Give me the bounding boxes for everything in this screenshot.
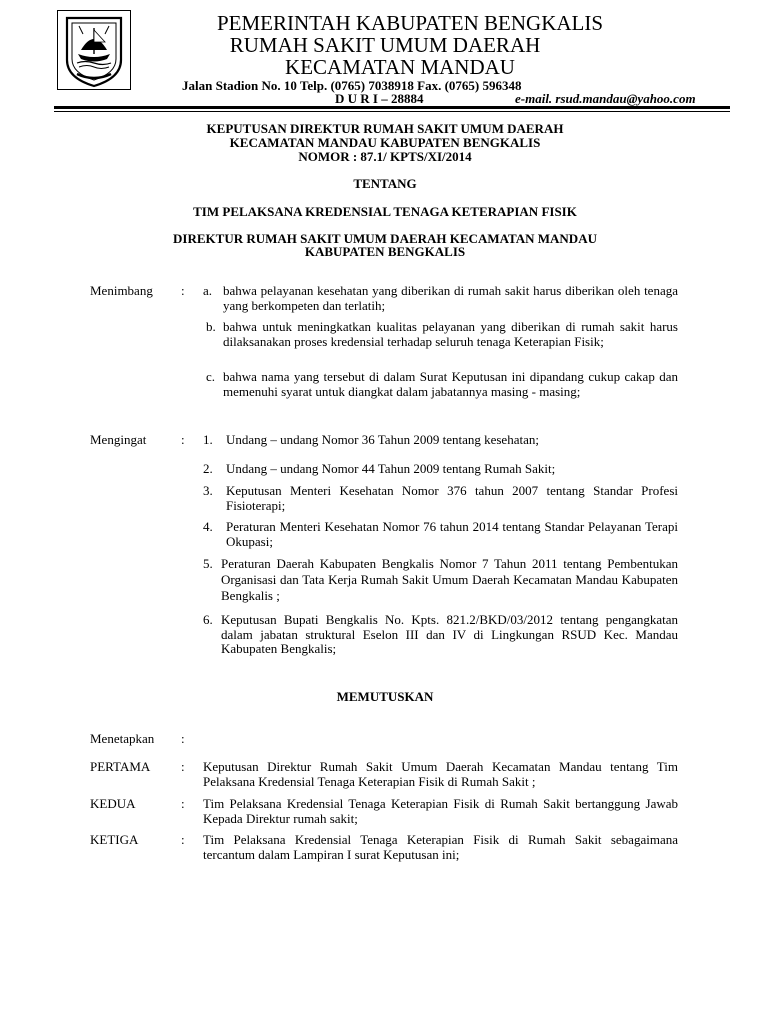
letterhead-email: e-mail. rsud.mandau@yahoo.com <box>515 91 696 106</box>
list-item-text: Peraturan Menteri Kesehatan Nomor 76 tahun 2014 tentang Standar Pelayanan Terapi Okupasi; <box>226 519 678 549</box>
list-marker: 5. <box>203 556 213 571</box>
list-marker: 3. <box>203 483 213 498</box>
ketiga-label: KETIGA <box>90 832 139 847</box>
mengingat-item <box>203 462 678 478</box>
pertama-colon: : <box>181 759 185 774</box>
pertama-text: Keputusan Direktur Rumah Sakit Umum Daerah Kecamatan Mandau tentang Tim Pelaksana Kredensial Tenaga Keterapian Fisik di Rumah Sakit ; <box>203 759 678 789</box>
mengingat-label: Mengingat <box>90 432 147 447</box>
kedua-text: Tim Pelaksana Kredensial Tenaga Keterapian Fisik di Rumah Sakit bertanggung Jawab Kepada Direktur rumah sakit; <box>203 796 678 826</box>
list-item-text: Keputusan Bupati Bengkalis No. Kpts. 821.2/BKD/03/2012 tentang pengangkatan dalam jabatan struktural Eselon III dan IV di Lingkungan RSUD Kec. Mandau Kabupaten Bengkalis; <box>221 612 678 656</box>
memutuskan-heading: MEMUTUSKAN <box>336 689 434 704</box>
ketiga-text: Tim Pelaksana Kredensial Tenaga Keterapian Fisik di Rumah Sakit sebagaimana tercantum dalam Lampiran I surat Keputusan ini; <box>203 832 678 862</box>
ketiga-colon: : <box>181 832 185 847</box>
letterhead-district: KECAMATAN MANDAU <box>285 55 515 79</box>
list-item-text: Undang – undang Nomor 44 Tahun 2009 tentang Rumah Sakit; <box>226 461 556 476</box>
list-item-text: Undang – undang Nomor 36 Tahun 2009 tentang kesehatan; <box>226 432 539 447</box>
letterhead-hospital: RUMAH SAKIT UMUM DAERAH <box>229 33 541 57</box>
list-marker: 2. <box>203 461 213 476</box>
menimbang-label: Menimbang <box>90 283 153 298</box>
mengingat-item <box>203 556 678 602</box>
menetapkan-label: Menetapkan <box>90 731 155 746</box>
menetapkan-colon: : <box>181 731 185 746</box>
list-marker: 1. <box>203 432 213 447</box>
mengingat-item <box>203 613 678 657</box>
mengingat-item <box>203 520 678 550</box>
list-marker: c. <box>206 369 216 384</box>
mengingat-colon: : <box>181 432 185 447</box>
letterhead-address: Jalan Stadion No. 10 Telp. (0765) 7038918 Fax. (0765) 596348 <box>182 78 522 93</box>
menimbang-item <box>203 370 678 414</box>
mengingat-item <box>203 433 678 449</box>
list-item-text: Peraturan Daerah Kabupaten Bengkalis Nomor 7 Tahun 2011 tentang Pembentukan Organisasi dan Tata Kerja Rumah Sakit Umum Daerah Kecamatan Mandau Kabupaten Bengkalis ; <box>221 556 678 603</box>
decree-subject: TIM PELAKSANA KREDENSIAL TENAGA KETERAPIAN FISIK <box>193 204 577 219</box>
kedua-colon: : <box>181 796 185 811</box>
director-line1: DIREKTUR RUMAH SAKIT UMUM DAERAH KECAMATAN MANDAU <box>173 231 597 246</box>
list-item-text: bahwa nama yang tersebut di dalam Surat Keputusan ini dipandang cukup cakap dan memenuhi syarat untuk diangkat dalam jabatannya masing - masing; <box>223 369 678 399</box>
coat-of-arms-logo <box>57 10 131 90</box>
list-marker: b. <box>206 319 216 334</box>
letterhead-rule-thin <box>54 111 730 112</box>
list-marker: 6. <box>203 612 213 627</box>
mengingat-item <box>203 484 678 514</box>
list-marker: a. <box>203 283 213 298</box>
letterhead-government: PEMERINTAH KABUPATEN BENGKALIS <box>216 11 604 35</box>
letterhead-rule-thick <box>54 106 730 109</box>
pertama-label: PERTAMA <box>90 759 151 774</box>
menimbang-item <box>203 320 678 364</box>
decree-title-line2: KECAMATAN MANDAU KABUPATEN BENGKALIS <box>229 135 541 150</box>
kedua-label: KEDUA <box>90 796 136 811</box>
list-item-text: bahwa untuk meningkatkan kualitas pelayanan yang diberikan di rumah sakit harus dilaksanakan proses kredensial terhadap seluruh tenaga Keterapian Fisik; <box>223 319 678 349</box>
decree-title-line1: KEPUTUSAN DIREKTUR RUMAH SAKIT UMUM DAERAH <box>206 121 564 136</box>
list-item-text: Keputusan Menteri Kesehatan Nomor 376 tahun 2007 tentang Standar Profesi Fisioterapi; <box>226 483 678 513</box>
decree-number: NOMOR : 87.1/ KPTS/XI/2014 <box>298 149 472 164</box>
menimbang-item <box>203 284 678 314</box>
list-item-text: bahwa pelayanan kesehatan yang diberikan di rumah sakit harus diberikan oleh tenaga yang berkompeten dan terlatih; <box>223 283 678 313</box>
director-line2: KABUPATEN BENGKALIS <box>304 244 466 259</box>
tentang-heading: TENTANG <box>353 176 417 191</box>
letterhead-city: D U R I – 28884 <box>335 91 424 106</box>
menimbang-colon: : <box>181 283 185 298</box>
list-marker: 4. <box>203 519 213 534</box>
